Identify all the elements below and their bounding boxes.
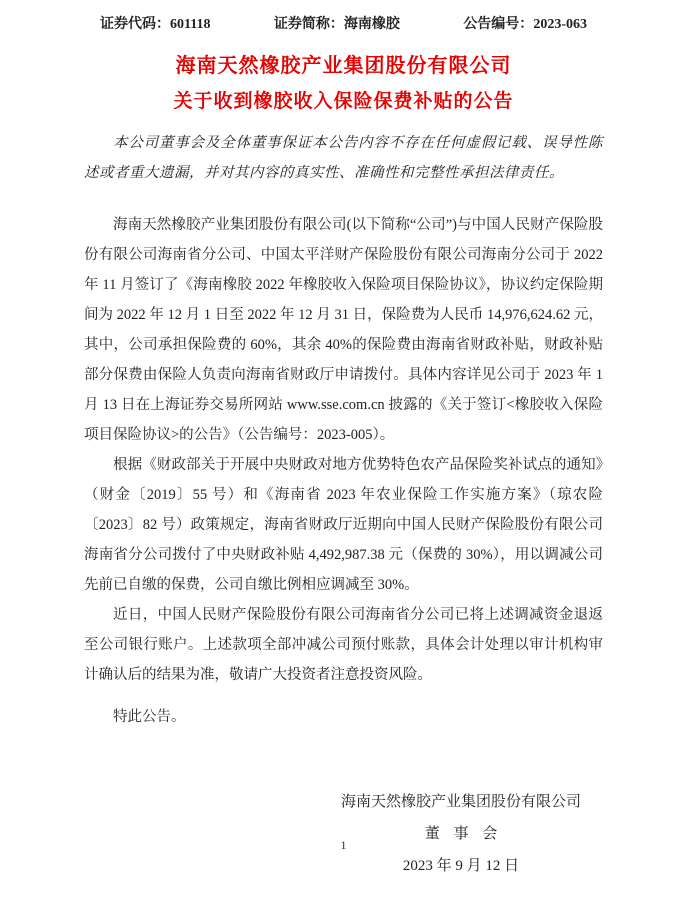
announcement-number [463,14,587,36]
page-number: 1 [340,838,347,852]
announcement-number-label: 公告编号： [463,17,534,32]
signature-block [84,786,603,882]
signature-date: 2023 年 9 月 12 日 [402,858,520,874]
closing-statement: 特此公告。 [113,709,186,725]
securities-header [84,14,603,36]
stock-name [274,14,400,36]
signature-board: 董 事 会 [424,826,498,842]
signature-company: 海南天然橡胶产业集团股份有限公司 [340,794,581,810]
body-paragraph-3: 近日，中国人民财产保险股份有限公司海南省分公司已将上述调减资金退返至公司银行账户。上述款项全部冲减公司预付账款，具体会计处理以审计机构审计确认后的结果为准，敬请广大投资者注意投资风险。 [84,607,603,683]
announcement-number-value: 2023-063 [533,17,587,32]
stock-name-label: 证券简称： [273,17,344,32]
board-disclaimer: 本公司董事会及全体董事保证本公告内容不存在任何虚假记载、误导性陈述或者重大遗漏，并对其内容的真实性、准确性和完整性承担法律责任。 [84,135,603,181]
stock-code [100,14,210,36]
stock-code-value: 601118 [170,17,211,32]
stock-code-label: 证券代码： [100,17,170,32]
stock-name-value: 海南橡胶 [343,17,400,32]
announcement-title: 关于收到橡胶收入保险保费补贴的公告 [173,91,514,112]
company-title: 海南天然橡胶产业集团股份有限公司 [175,55,512,77]
body-paragraph-1: 海南天然橡胶产业集团股份有限公司(以下简称“公司”)与中国人民财产保险股份有限公司海南省分公司、中国太平洋财产保险股份有限公司海南分公司于 2022 年 11 月签订了《海南橡胶 2022 年橡胶收入保险项目保险协议》，协议约定保险期间为 2022 年 12 月 1 日至 2022 年 12 月 31 日，保险费为人民币 14,976,624.62 元，其中，公司承担保险费的 60%，其余 40%的保险费由海南省财政补贴，财政补贴部分保费由保险人负责向海南省财政厅申请拨付。具体内容详见公司于 2023 年 1 月 13 日在上海证券交易所网站 www.sse.com.cn 披露的《关于签订<橡胶收入保险项目保险协议>的公告》（公告编号：2023-005）。 [84,217,603,443]
body-paragraph-2: 根据《财政部关于开展中央财政对地方优势特色农产品保险奖补试点的通知》（财金〔2019〕55 号）和《海南省 2023 年农业保险工作实施方案》（琼农险〔2023〕82 号）政策规定，海南省财政厅近期向中国人民财产保险股份有限公司海南省分公司拨付了中央财政补贴 4,492,987.38 元（保费的 30%），用以调减公司先前已自缴的保费，公司自缴比例相应调减至 30%。 [84,457,603,593]
announcement-body [84,210,603,690]
